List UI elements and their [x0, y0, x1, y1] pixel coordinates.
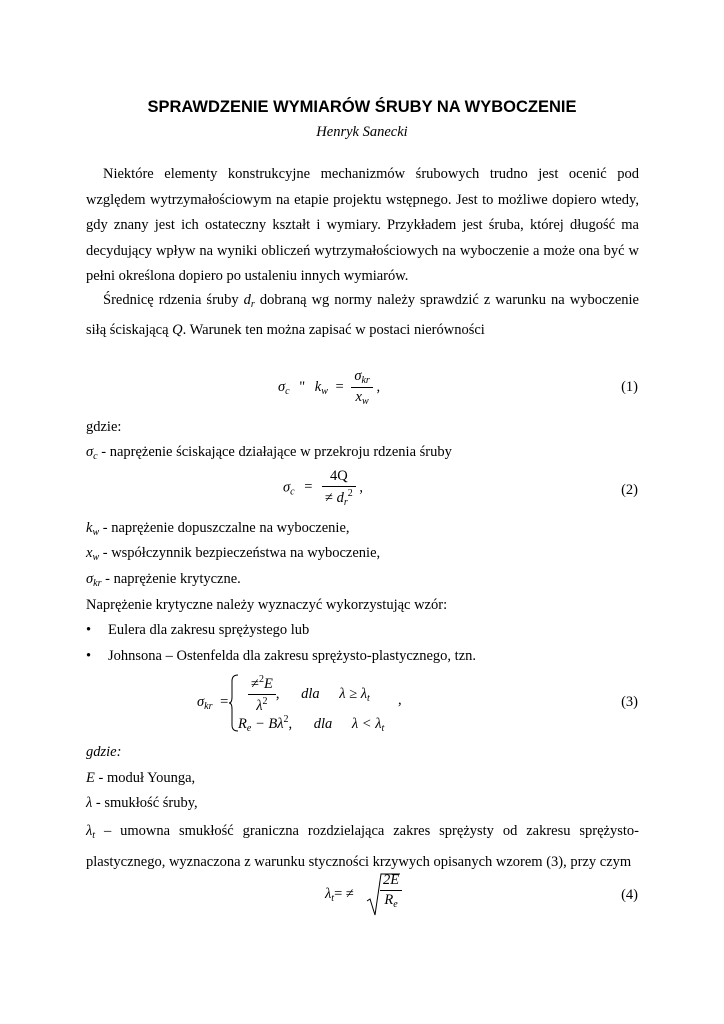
expression: − Bλ: [251, 716, 284, 732]
lambda-symbol: λ: [86, 795, 93, 811]
label-gdzie: gdzie:: [86, 419, 122, 435]
pi-symbol: ≠: [251, 676, 259, 692]
paragraph-text: . Warunek ten można zapisać w postaci nierówności: [182, 321, 485, 338]
subscript: e: [393, 899, 398, 910]
superscript: 2: [347, 488, 353, 499]
numerator-text: 2E: [383, 872, 400, 888]
intro-critical-stress: Naprężenie krytyczne należy wyznaczyć wykorzystując wzór:: [86, 597, 448, 613]
pi-symbol: ≠: [325, 490, 334, 506]
subscript: e: [246, 723, 252, 734]
equation-number: (2): [621, 482, 638, 498]
superscript: 2: [283, 714, 289, 725]
definition-kw: [86, 520, 350, 538]
equals-sign: =: [334, 886, 343, 902]
equation-number: (1): [621, 379, 638, 395]
comma: ,: [376, 378, 381, 395]
sigma-symbol: σ: [283, 479, 291, 496]
comma: ,: [275, 685, 280, 702]
equation-4-lhs: [325, 886, 354, 904]
definition-sigma-kr: [86, 571, 241, 589]
definition-lambda: [86, 795, 198, 812]
lambda-symbol: λ: [86, 823, 93, 839]
equation-3-case-2: [238, 714, 384, 734]
symbol-Q: Q: [172, 321, 183, 338]
numerator-text: 4Q: [330, 468, 348, 484]
subscript: c: [93, 451, 98, 462]
subscript: kr: [361, 375, 370, 386]
E-symbol: E: [263, 676, 273, 692]
x-symbol: x: [355, 389, 362, 405]
symbol-d: d: [243, 292, 251, 308]
denominator: [322, 487, 356, 508]
numerator: [322, 468, 356, 487]
label-gdzie: gdzie:: [86, 744, 122, 760]
relation-sign: ": [299, 378, 306, 395]
bullet-icon: •: [86, 648, 92, 664]
list-item-text: Eulera dla zakresu sprężystego lub: [108, 622, 310, 638]
R-symbol: R: [238, 716, 247, 732]
fraction: [322, 468, 356, 508]
paragraph-text: dobraną wg normy należy sprawdzić z warunku na wyboczenie siłą ściskającą: [86, 292, 639, 338]
R-symbol: R: [384, 892, 394, 908]
definition-text: - naprężenie krytyczne.: [101, 571, 241, 587]
symbol-sub: r: [250, 299, 255, 310]
dla-text: dla: [301, 685, 320, 702]
subscript: t: [367, 692, 370, 704]
subscript: kr: [93, 578, 102, 589]
pi-symbol: ≠: [345, 886, 354, 902]
sigma-symbol: σ: [86, 444, 94, 460]
equation-3-case-1: [248, 674, 370, 715]
condition: λ < λ: [351, 716, 382, 732]
bullet-icon: •: [86, 622, 92, 638]
paragraph-text: Średnicę rdzenia śruby: [103, 292, 244, 308]
page-title: SPRAWDZENIE WYMIARÓW ŚRUBY NA WYBOCZENIE: [147, 98, 577, 116]
subscript: w: [361, 396, 369, 407]
sigma-symbol: σ: [86, 571, 94, 587]
definition-text: - moduł Younga,: [94, 770, 196, 786]
subscript: w: [92, 552, 100, 563]
definition-text: - współczynnik bezpieczeństwa na wyboczenie,: [99, 545, 381, 561]
definition-text: - smukłość śruby,: [92, 795, 198, 811]
E-symbol: E: [86, 770, 95, 786]
sigma-symbol: σ: [354, 368, 362, 384]
lambda-symbol: λ: [325, 886, 332, 902]
equation-2: [283, 468, 363, 508]
subscript: c: [290, 486, 295, 498]
definition-xw: [86, 545, 380, 563]
definition-text: – umowna smukłość graniczna rozdzielająca zakres sprężysty od zakresu sprężysto-plastycznego, wyznaczona z warunku styczności krzywych opisanych wzorem (3), przy czym: [86, 823, 639, 870]
numerator: [248, 674, 276, 695]
sigma-symbol: σ: [197, 694, 205, 710]
lambda-symbol: λ: [256, 698, 263, 714]
subscript: t: [331, 893, 335, 904]
subscript: r: [343, 497, 348, 508]
definition-lambda-t: [86, 818, 639, 876]
subscript: w: [321, 385, 328, 397]
subscript: w: [92, 527, 100, 538]
numerator: [351, 368, 373, 388]
comma: ,: [288, 716, 293, 732]
dla-text: dla: [313, 716, 333, 732]
condition: λ ≥ λ: [339, 685, 368, 702]
paragraph-condition: [86, 288, 639, 343]
fraction: [351, 368, 373, 407]
subscript: t: [381, 723, 385, 734]
list-item: [86, 648, 476, 665]
sigma-symbol: σ: [278, 378, 286, 395]
definition-E: [86, 770, 195, 787]
comma: ,: [359, 479, 364, 496]
superscript: 2: [258, 674, 264, 685]
numerator: [380, 872, 402, 891]
author-name: Henryk Sanecki: [316, 124, 408, 140]
superscript: 2: [262, 696, 268, 707]
fraction: [248, 674, 276, 715]
definition-sigma-c: [86, 444, 452, 462]
subscript: kr: [204, 701, 213, 712]
definition-text: - naprężenie ściskające działające w przekroju rdzenia śruby: [97, 444, 452, 460]
denominator: [380, 891, 402, 910]
x-symbol: x: [86, 545, 93, 561]
equation-4-fraction: [380, 872, 402, 910]
denominator: [351, 388, 373, 407]
denominator: [248, 695, 276, 715]
subscript: t: [92, 830, 96, 841]
equals-sign: =: [335, 378, 344, 395]
equals-sign: =: [304, 479, 313, 496]
equation-1: [278, 368, 380, 407]
equals-sign: =: [220, 694, 229, 710]
paragraph-intro: Niektóre elementy konstrukcyjne mechanizmów śrubowych trudno jest ocenić pod względem wytrzymałościowym na etapie projektu wstępnego. Jest to możliwe dopiero wtedy, gdy znany jest ich ostateczny kształt i wymiary. Przykładem jest śruba, której długość ma decydujący wpływ na wyniki obliczeń wytrzymałościowych na wyboczenie a może ona być w pełni określona dopiero po ustaleniu innych wymiarów.: [86, 166, 639, 284]
k-symbol: k: [314, 378, 322, 395]
comma: ,: [398, 692, 402, 708]
subscript: c: [285, 385, 290, 397]
fraction: [380, 872, 402, 910]
list-item: [86, 622, 309, 639]
k-symbol: k: [86, 520, 93, 536]
equation-number: (3): [621, 694, 638, 710]
list-item-text: Johnsona – Ostenfelda dla zakresu sprężysto-plastycznego, tzn.: [108, 648, 477, 664]
d-symbol: d: [336, 490, 344, 506]
equation-number: (4): [621, 887, 638, 903]
definition-text: - naprężenie dopuszczalne na wyboczenie,: [99, 520, 350, 536]
equation-3-lhs: [197, 694, 228, 712]
